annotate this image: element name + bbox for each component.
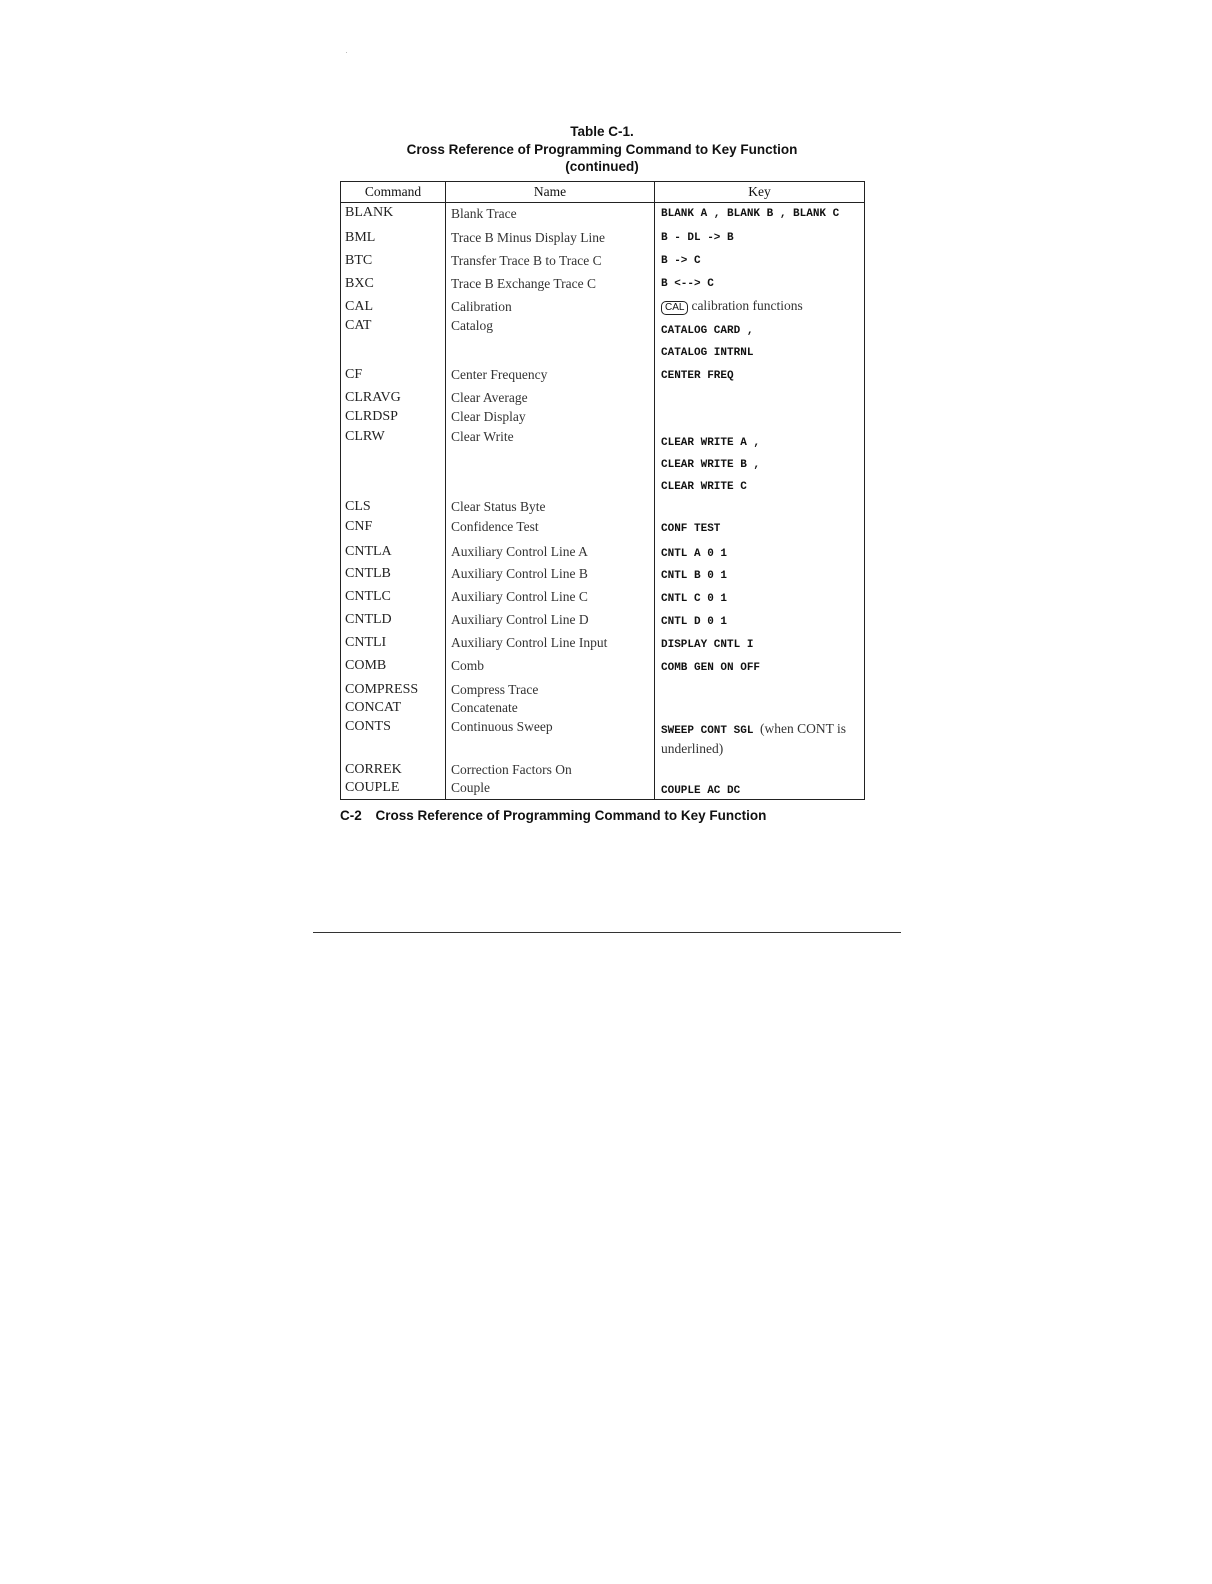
key-label: CNTL C 0 1 (661, 592, 728, 605)
command-cell: CLRW (341, 427, 446, 498)
table-row (341, 610, 865, 633)
command-cell: CNTLA (341, 541, 446, 564)
key-cell (655, 427, 865, 498)
command-cell: CLRDSP (341, 407, 446, 427)
page-footer (340, 808, 766, 823)
key-cell (655, 498, 865, 518)
table-subtitle: (continued) (565, 159, 639, 174)
key-label: B - DL -> B (661, 231, 734, 244)
table-row (341, 718, 865, 760)
command-cell: CNF (341, 518, 446, 541)
key-cell (655, 541, 865, 564)
command-cell: CLRAVG (341, 387, 446, 407)
command-cell: CLS (341, 498, 446, 518)
table-row (341, 541, 865, 564)
table-row (341, 779, 865, 800)
table-row (341, 203, 865, 226)
name-cell: Trace B Exchange Trace C (446, 272, 655, 295)
page-number: C-2 (340, 808, 362, 823)
name-cell: Blank Trace (446, 203, 655, 226)
command-cell: COMB (341, 656, 446, 679)
key-label: B <--> C (661, 277, 714, 290)
table-row (341, 518, 865, 541)
key-cell (655, 679, 865, 699)
command-cell: BML (341, 226, 446, 249)
key-cell (655, 226, 865, 249)
table-row (341, 316, 865, 364)
command-cell: COUPLE (341, 779, 446, 800)
key-label: CNTL B 0 1 (661, 569, 728, 582)
name-cell: Correction Factors On (446, 760, 655, 779)
table-row (341, 364, 865, 387)
header-key: Key (655, 182, 865, 203)
table-row (341, 498, 865, 518)
header-command: Command (341, 182, 446, 203)
table-row (341, 679, 865, 699)
table-row (341, 587, 865, 610)
command-cell: CONCAT (341, 699, 446, 718)
name-cell: Clear Average (446, 387, 655, 407)
command-cell: CONTS (341, 718, 446, 760)
name-cell: Continuous Sweep (446, 718, 655, 760)
table-row (341, 407, 865, 427)
name-cell: Clear Write (446, 427, 655, 498)
command-cell: BTC (341, 249, 446, 272)
key-cell (655, 203, 865, 226)
name-cell: Concatenate (446, 699, 655, 718)
bottom-rule (313, 932, 901, 933)
command-cell: CNTLI (341, 633, 446, 656)
key-label: CONF TEST (661, 522, 721, 535)
cross-reference-table (340, 181, 865, 800)
key-label: DISPLAY CNTL I (661, 638, 754, 651)
key-cell (655, 518, 865, 541)
name-cell: Clear Status Byte (446, 498, 655, 518)
table-title: Cross Reference of Programming Command to Key Function (406, 142, 798, 157)
name-cell: Catalog (446, 316, 655, 364)
table-number: Table C-1. (570, 124, 634, 139)
name-cell: Auxiliary Control Line B (446, 564, 655, 587)
key-label: CLEAR WRITE A , (661, 436, 761, 449)
name-cell: Calibration (446, 295, 655, 316)
key-cell (655, 364, 865, 387)
command-cell: CAT (341, 316, 446, 364)
command-cell: CNTLC (341, 587, 446, 610)
key-label: SWEEP CONT SGL (661, 724, 761, 737)
key-label: CLEAR WRITE C (661, 480, 747, 493)
scan-speck (346, 52, 347, 53)
key-cell (655, 633, 865, 656)
command-cell: CORREK (341, 760, 446, 779)
key-cell (655, 656, 865, 679)
header-name: Name (446, 182, 655, 203)
key-note: (when CONT is underlined) (661, 720, 847, 756)
key-cell (655, 249, 865, 272)
table-row (341, 295, 865, 316)
command-cell: BXC (341, 272, 446, 295)
key-label: BLANK A , BLANK B , BLANK C (661, 208, 840, 220)
name-cell: Auxiliary Control Line C (446, 587, 655, 610)
key-cell (655, 610, 865, 633)
key-label: COUPLE AC DC (661, 784, 741, 797)
key-cell (655, 587, 865, 610)
cal-key-icon: CAL (661, 301, 688, 315)
key-label: CNTL A 0 1 (661, 547, 728, 560)
key-label: CNTL D 0 1 (661, 615, 728, 628)
key-cell (655, 760, 865, 779)
key-label: B -> C (661, 254, 701, 267)
name-cell: Transfer Trace B to Trace C (446, 249, 655, 272)
header-row (341, 182, 865, 203)
name-cell: Compress Trace (446, 679, 655, 699)
key-cell (655, 272, 865, 295)
table-row (341, 656, 865, 679)
name-cell: Center Frequency (446, 364, 655, 387)
key-label: COMB GEN ON OFF (661, 661, 761, 674)
table-body (341, 203, 865, 800)
table-row (341, 249, 865, 272)
command-cell: CNTLD (341, 610, 446, 633)
name-cell: Clear Display (446, 407, 655, 427)
name-cell: Auxiliary Control Line D (446, 610, 655, 633)
name-cell: Auxiliary Control Line Input (446, 633, 655, 656)
key-label: CLEAR WRITE B , (661, 458, 761, 471)
footer-title: Cross Reference of Programming Command to Key Function (375, 808, 767, 823)
key-cell (655, 295, 865, 316)
table-row (341, 699, 865, 718)
table-row (341, 564, 865, 587)
table-row (341, 387, 865, 407)
table-row (341, 427, 865, 498)
key-label: CENTER FREQ (661, 369, 734, 382)
key-cell (655, 316, 865, 364)
command-cell: CF (341, 364, 446, 387)
name-cell: Comb (446, 656, 655, 679)
key-cell (655, 564, 865, 587)
table-row (341, 633, 865, 656)
key-cell (655, 407, 865, 427)
command-cell: BLANK (341, 203, 446, 226)
name-cell: Confidence Test (446, 518, 655, 541)
key-label: CATALOG INTRNL (661, 346, 754, 359)
key-cell (655, 718, 865, 760)
table-row (341, 272, 865, 295)
table-row (341, 226, 865, 249)
key-label: CATALOG CARD , (661, 324, 754, 337)
name-cell: Couple (446, 779, 655, 800)
command-cell: CAL (341, 295, 446, 316)
key-cell (655, 699, 865, 718)
name-cell: Auxiliary Control Line A (446, 541, 655, 564)
table-row (341, 760, 865, 779)
command-cell: CNTLB (341, 564, 446, 587)
name-cell: Trace B Minus Display Line (446, 226, 655, 249)
key-cell (655, 779, 865, 800)
key-cell (655, 387, 865, 407)
command-cell: COMPRESS (341, 679, 446, 699)
key-description: calibration functions (691, 297, 803, 313)
